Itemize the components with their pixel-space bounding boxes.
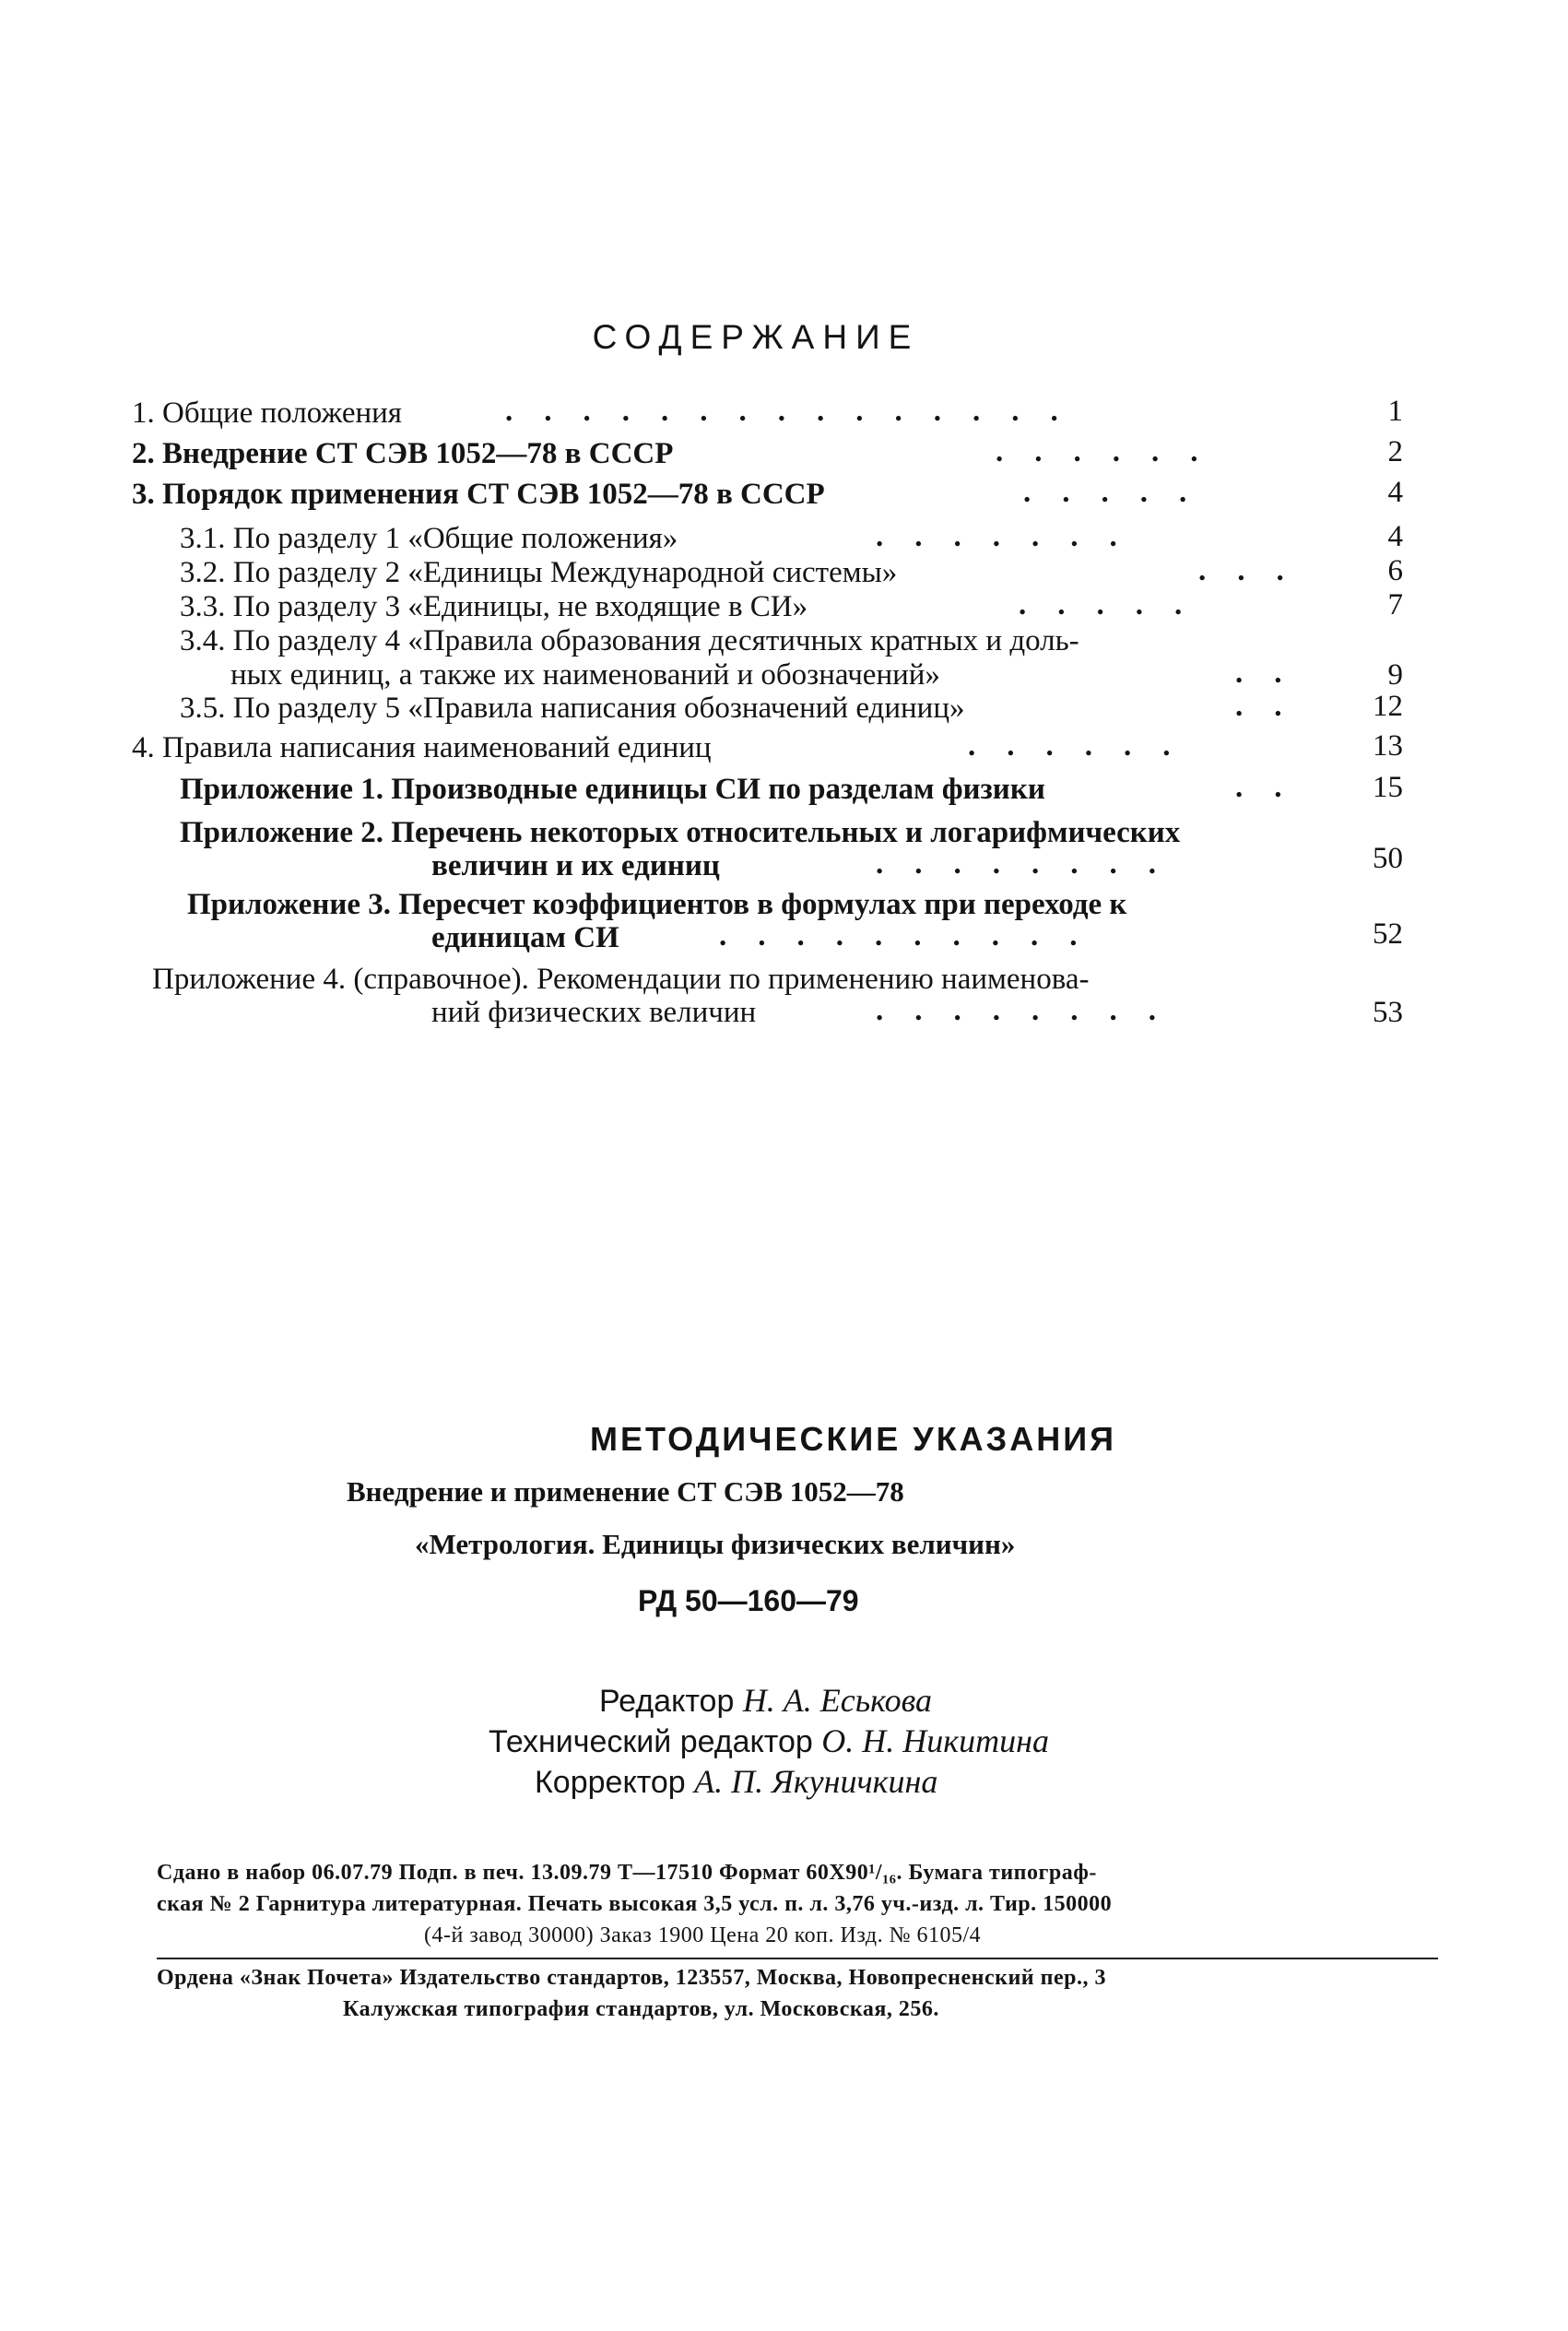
toc-entry: Приложение 3. Пересчет коэффициентов в формулах при переходе к: [187, 888, 1127, 921]
print-info-line: Сдано в набор 06.07.79 Подп. в печ. 13.09.79 Т—17510 Формат 60Х90¹/₁₆. Бумага типограф-: [157, 1861, 1097, 1885]
toc-entry: Приложение 4. (справочное). Рекомендации по применению наименова-: [152, 963, 1090, 996]
print-info-line: (4-й завод 30000) Заказ 1900 Цена 20 коп. Изд. № 6105/4: [424, 1923, 982, 1947]
divider-rule: [157, 1958, 1438, 1959]
toc-page-number: 6: [1387, 554, 1403, 587]
credit-role: Технический редактор: [489, 1724, 813, 1759]
toc-page-number: 53: [1373, 996, 1403, 1029]
document-type-heading: МЕТОДИЧЕСКИЕ УКАЗАНИЯ: [590, 1420, 1116, 1458]
toc-entry: Приложение 1. Производные единицы СИ по разделам физики: [180, 773, 1045, 806]
toc-leader-dots: ..: [1235, 771, 1314, 804]
print-info-line: ская № 2 Гарнитура литературная. Печать высокая 3,5 усл. п. л. 3,76 уч.-изд. л. Тир. 150000: [157, 1892, 1113, 1916]
toc-entry: 3.3. По разделу 3 «Единицы, не входящие в СИ»: [180, 590, 808, 623]
toc-leader-dots: ..: [1235, 657, 1314, 690]
toc-entry: 1. Общие положения: [132, 396, 402, 430]
toc-page-number: 2: [1387, 435, 1403, 468]
toc-page-number: 13: [1373, 729, 1403, 763]
toc-entry-continuation: единицам СИ: [431, 921, 619, 954]
toc-leader-dots: ......: [996, 435, 1230, 468]
toc-entry-continuation: величин и их единиц: [431, 849, 720, 882]
credit-editor: [599, 1681, 932, 1720]
toc-leader-dots: ...............: [505, 395, 1090, 428]
toc-page-number: 50: [1373, 842, 1403, 875]
toc-entry: 3.2. По разделу 2 «Единицы Международной системы»: [180, 556, 898, 589]
credit-role: Корректор: [535, 1765, 686, 1800]
toc-page-number: 52: [1373, 917, 1403, 951]
toc-entry: 3.4. По разделу 4 «Правила образования десятичных кратных и доль-: [180, 624, 1079, 657]
toc-leader-dots: ........: [876, 847, 1187, 881]
toc-leader-dots: ..........: [719, 919, 1109, 953]
toc-page-number: 4: [1387, 476, 1403, 509]
credit-proofreader: [535, 1762, 937, 1801]
toc-entry-continuation: ний физических величин: [431, 996, 757, 1029]
toc-page-number: 1: [1387, 395, 1403, 428]
toc-entry: 3. Порядок применения СТ СЭВ 1052—78 в СССР: [132, 478, 825, 511]
toc-leader-dots: .....: [1019, 588, 1214, 621]
toc-leader-dots: ........: [876, 994, 1187, 1027]
toc-page-number: 15: [1373, 771, 1403, 804]
toc-page-number: 9: [1387, 658, 1403, 692]
document-subtitle: Внедрение и применение СТ СЭВ 1052—78: [347, 1475, 904, 1508]
toc-page-number: 12: [1373, 690, 1403, 723]
toc-leader-dots: .......: [876, 520, 1149, 553]
toc-entry: 4. Правила написания наименований единиц: [132, 731, 712, 764]
credit-name: А. П. Якуничкина: [694, 1763, 938, 1800]
toc-title: СОДЕРЖАНИЕ: [592, 318, 920, 356]
credit-technical-editor: [489, 1722, 1049, 1760]
toc-page-number: 7: [1387, 588, 1403, 621]
toc-entry: 2. Внедрение СТ СЭВ 1052—78 в СССР: [132, 437, 674, 470]
document-subtitle: «Метрология. Единицы физических величин»: [415, 1528, 1016, 1560]
toc-entry: 3.1. По разделу 1 «Общие положения»: [180, 522, 678, 555]
toc-leader-dots: .....: [1023, 476, 1219, 509]
toc-leader-dots: ..: [1235, 690, 1314, 723]
publisher-line: Ордена «Знак Почета» Издательство стандартов, 123557, Москва, Новопресненский пер., 3: [157, 1966, 1106, 1990]
toc-entry: Приложение 2. Перечень некоторых относительных и логарифмических: [180, 816, 1181, 849]
credit-name: Н. А. Еськова: [742, 1682, 933, 1719]
toc-leader-dots: ...: [1198, 554, 1315, 587]
publisher-line: Калужская типография стандартов, ул. Московская, 256.: [343, 1997, 939, 2021]
toc-page-number: 4: [1387, 520, 1403, 553]
document-code: РД 50—160—79: [638, 1584, 859, 1617]
credit-name: О. Н. Никитина: [821, 1722, 1049, 1759]
toc-entry: 3.5. По разделу 5 «Правила написания обозначений единиц»: [180, 692, 965, 725]
toc-leader-dots: ......: [968, 729, 1202, 763]
toc-entry-continuation: ных единиц, а также их наименований и обозначений»: [230, 658, 940, 692]
credit-role: Редактор: [599, 1684, 735, 1719]
